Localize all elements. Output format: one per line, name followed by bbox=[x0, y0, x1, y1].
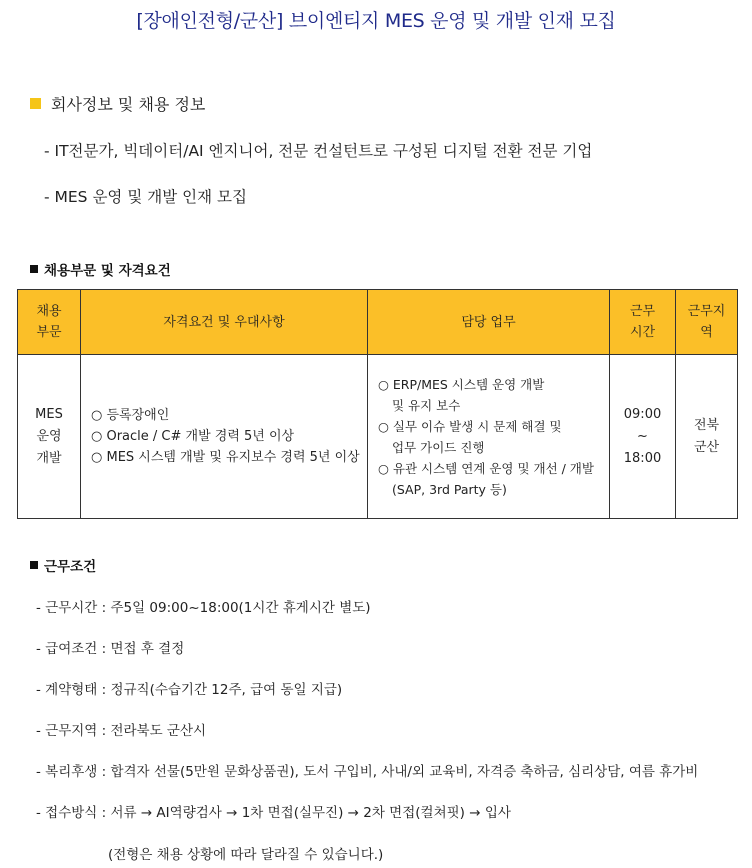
black-square-icon bbox=[30, 561, 38, 569]
duty-item-cont: 업무 가이드 진행 bbox=[392, 439, 485, 455]
header-qualification: 자격요건 및 우대사항 bbox=[81, 290, 368, 355]
company-line-2: - MES 운영 및 개발 인재 모집 bbox=[44, 188, 247, 206]
header-location bbox=[676, 290, 738, 355]
condition-item-process: - 접수방식 : 서류 → AI역량검사 → 1차 면접(실무진) → 2차 면접(컬쳐핏) → 입사 bbox=[36, 805, 511, 821]
qual-item: ○ 등록장애인 bbox=[91, 408, 170, 423]
condition-item-contract: - 계약형태 : 정규직(수습기간 12주, 급여 동일 지급) bbox=[36, 682, 343, 698]
hours-start: 09:00 bbox=[623, 406, 662, 422]
duty-item-cont: 및 유지 보수 bbox=[392, 397, 461, 413]
cell-dept bbox=[18, 355, 81, 519]
cell-location bbox=[676, 355, 738, 519]
company-line-1: - IT전문가, 빅데이터/AI 엔지니어, 전문 컨설턴트로 구성된 디지털 전환 전문 기업 bbox=[44, 142, 593, 160]
cell-duty bbox=[368, 355, 610, 519]
yellow-square-icon bbox=[30, 98, 41, 109]
condition-item-salary: - 급여조건 : 면접 후 결정 bbox=[36, 641, 185, 657]
table-header-row bbox=[18, 290, 738, 355]
company-info-heading-text: 회사정보 및 채용 정보 bbox=[51, 95, 206, 114]
condition-item-hours: - 근무시간 : 주5일 09:00~18:00(1시간 휴게시간 별도) bbox=[36, 600, 371, 616]
duty-item: ○ ERP/MES 시스템 운영 개발 bbox=[378, 376, 545, 392]
table-row bbox=[18, 355, 738, 519]
qual-item: ○ MES 시스템 개발 및 유지보수 경력 5년 이상 bbox=[91, 450, 360, 465]
conditions-heading bbox=[30, 555, 96, 575]
header-location-line1: 근무지 bbox=[687, 304, 726, 319]
header-dept bbox=[18, 290, 81, 355]
hours-end: 18:00 bbox=[623, 450, 662, 466]
dept-line3: 개발 bbox=[36, 450, 62, 466]
recruit-heading bbox=[30, 259, 171, 279]
header-location-line2: 역 bbox=[700, 325, 713, 340]
cell-qualification bbox=[81, 355, 368, 519]
recruit-table bbox=[17, 289, 738, 519]
header-hours-line2: 시간 bbox=[629, 325, 656, 340]
qual-item: ○ Oracle / C# 개발 경력 5년 이상 bbox=[91, 429, 295, 444]
duty-item-cont: (SAP, 3rd Party 등) bbox=[392, 481, 507, 497]
recruit-heading-text: 채용부문 및 자격요건 bbox=[44, 263, 171, 279]
conditions-heading-text: 근무조건 bbox=[44, 559, 97, 575]
header-hours-line1: 근무 bbox=[629, 304, 656, 319]
page-title: [장애인전형/군산] 브이엔티지 MES 운영 및 개발 인재 모집 bbox=[136, 10, 616, 32]
location-line1: 전북 bbox=[693, 417, 720, 433]
duty-item: ○ 유관 시스템 연계 운영 및 개선 / 개발 bbox=[378, 460, 594, 476]
dept-line1: MES bbox=[35, 406, 63, 422]
condition-item-location: - 근무지역 : 전라북도 군산시 bbox=[36, 723, 207, 739]
process-note: (전형은 채용 상황에 따라 달라질 수 있습니다.) bbox=[108, 847, 384, 863]
dept-line2: 운영 bbox=[36, 428, 62, 444]
header-dept-line1: 채용 bbox=[36, 304, 62, 319]
location-line2: 군산 bbox=[693, 439, 720, 455]
header-dept-line2: 부문 bbox=[36, 325, 62, 340]
condition-item-benefits: - 복리후생 : 합격자 선물(5만원 문화상품권), 도서 구입비, 사내/외 교육비, 자격증 축하금, 심리상담, 여름 휴가비 bbox=[36, 764, 699, 780]
hours-tilde: ~ bbox=[637, 428, 648, 444]
header-duty: 담당 업무 bbox=[368, 290, 610, 355]
company-info-heading bbox=[30, 92, 205, 115]
header-hours bbox=[610, 290, 676, 355]
duty-item: ○ 실무 이슈 발생 시 문제 해결 및 bbox=[378, 418, 562, 434]
cell-hours bbox=[610, 355, 676, 519]
black-square-icon bbox=[30, 265, 38, 273]
